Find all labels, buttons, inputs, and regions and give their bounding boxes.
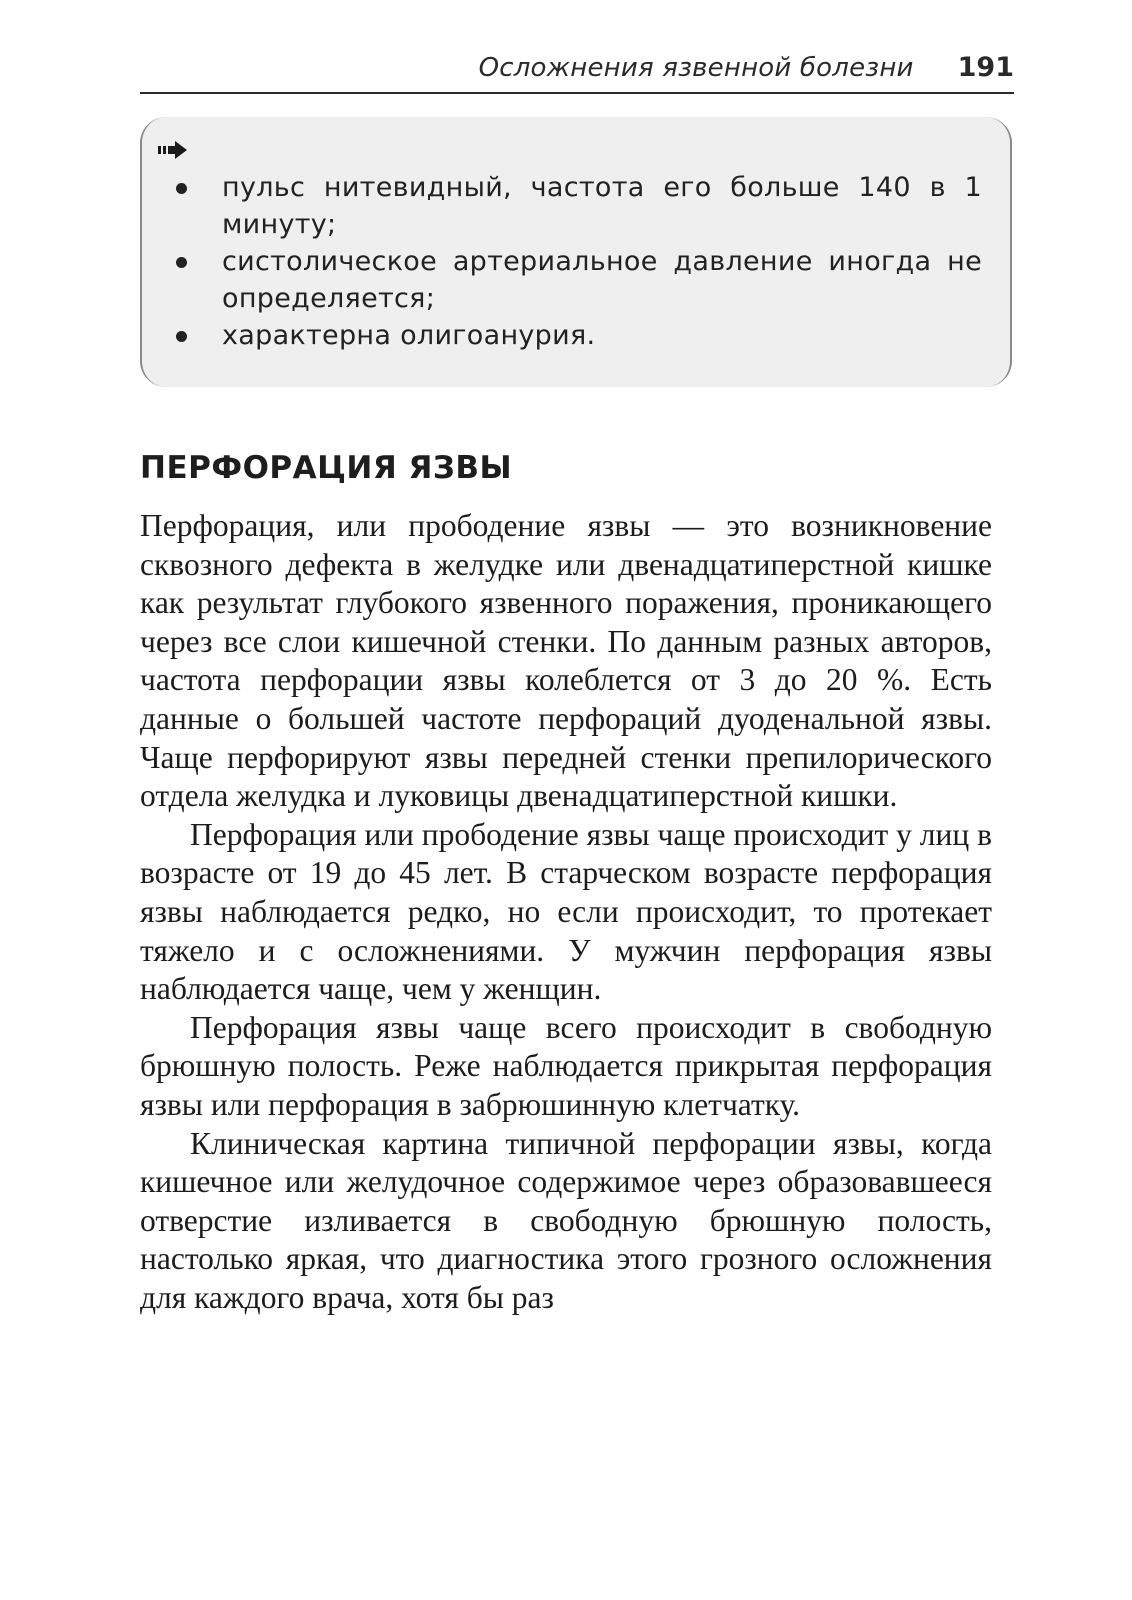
running-header [140, 52, 1014, 92]
callout-box [140, 117, 1012, 387]
callout-list [174, 169, 982, 354]
body-text [140, 507, 992, 1317]
section-heading: ПЕРФОРАЦИЯ ЯЗВЫ [140, 450, 513, 486]
callout-item-text: пульс нитевидный, частота его больше 140 в 1 минуту; [222, 172, 982, 240]
bullet-icon [176, 257, 187, 268]
paragraph: Клиническая картина типичной перфорации язвы, когда кишечное или желудочное содержимое через образовавшееся отверстие изливается в свободную брюшную полость, настолько яркая, что диагностика этого грозного осложнения для каждого врача, хотя бы раз [140, 1125, 992, 1315]
callout-list-item [174, 317, 982, 354]
bullet-icon [176, 183, 187, 194]
running-header-title: Осложнения язвенной болезни [478, 53, 914, 83]
bullet-icon [176, 331, 187, 342]
paragraph: Перфорация язвы чаще всего происходит в свободную брюшную полость. Реже наблюдается прикрытая перфорация язвы или перфорация в забрюшинную клетчатку. [140, 1009, 992, 1122]
callout-list-item [174, 169, 982, 243]
callout-item-text: систолическое артериальное давление иногда не определяется; [222, 246, 982, 314]
page-number: 191 [957, 52, 1014, 83]
paragraph: Перфорация или прободение язвы чаще происходит у лиц в возрасте от 19 до 45 лет. В старческом возрасте перфорация язвы наблюдается редко, но если происходит, то протекает тяжело и с осложнениями. У мужчин перфорация язвы наблюдается чаще, чем у женщин. [140, 816, 992, 1007]
callout-item-text: характерна олигоанурия. [222, 320, 596, 351]
paragraph: Перфорация, или прободение язвы — это возникновение сквозного дефекта в желудке или двенадцатиперстной кишке как результат глубокого язвенного поражения, проникающего через все слои кишечной стенки. По данным разных авторов, частота перфорации язвы колеблется от 3 до 20 %. Есть данные о большей частоте перфораций дуоденальной язвы. Чаще перфорируют язвы передней стенки препилорического отдела желудка и луковицы двенадцатиперстной кишки. [140, 508, 992, 814]
header-rule [140, 92, 1014, 94]
arrow-right-icon [158, 141, 188, 159]
callout-list-item [174, 243, 982, 317]
